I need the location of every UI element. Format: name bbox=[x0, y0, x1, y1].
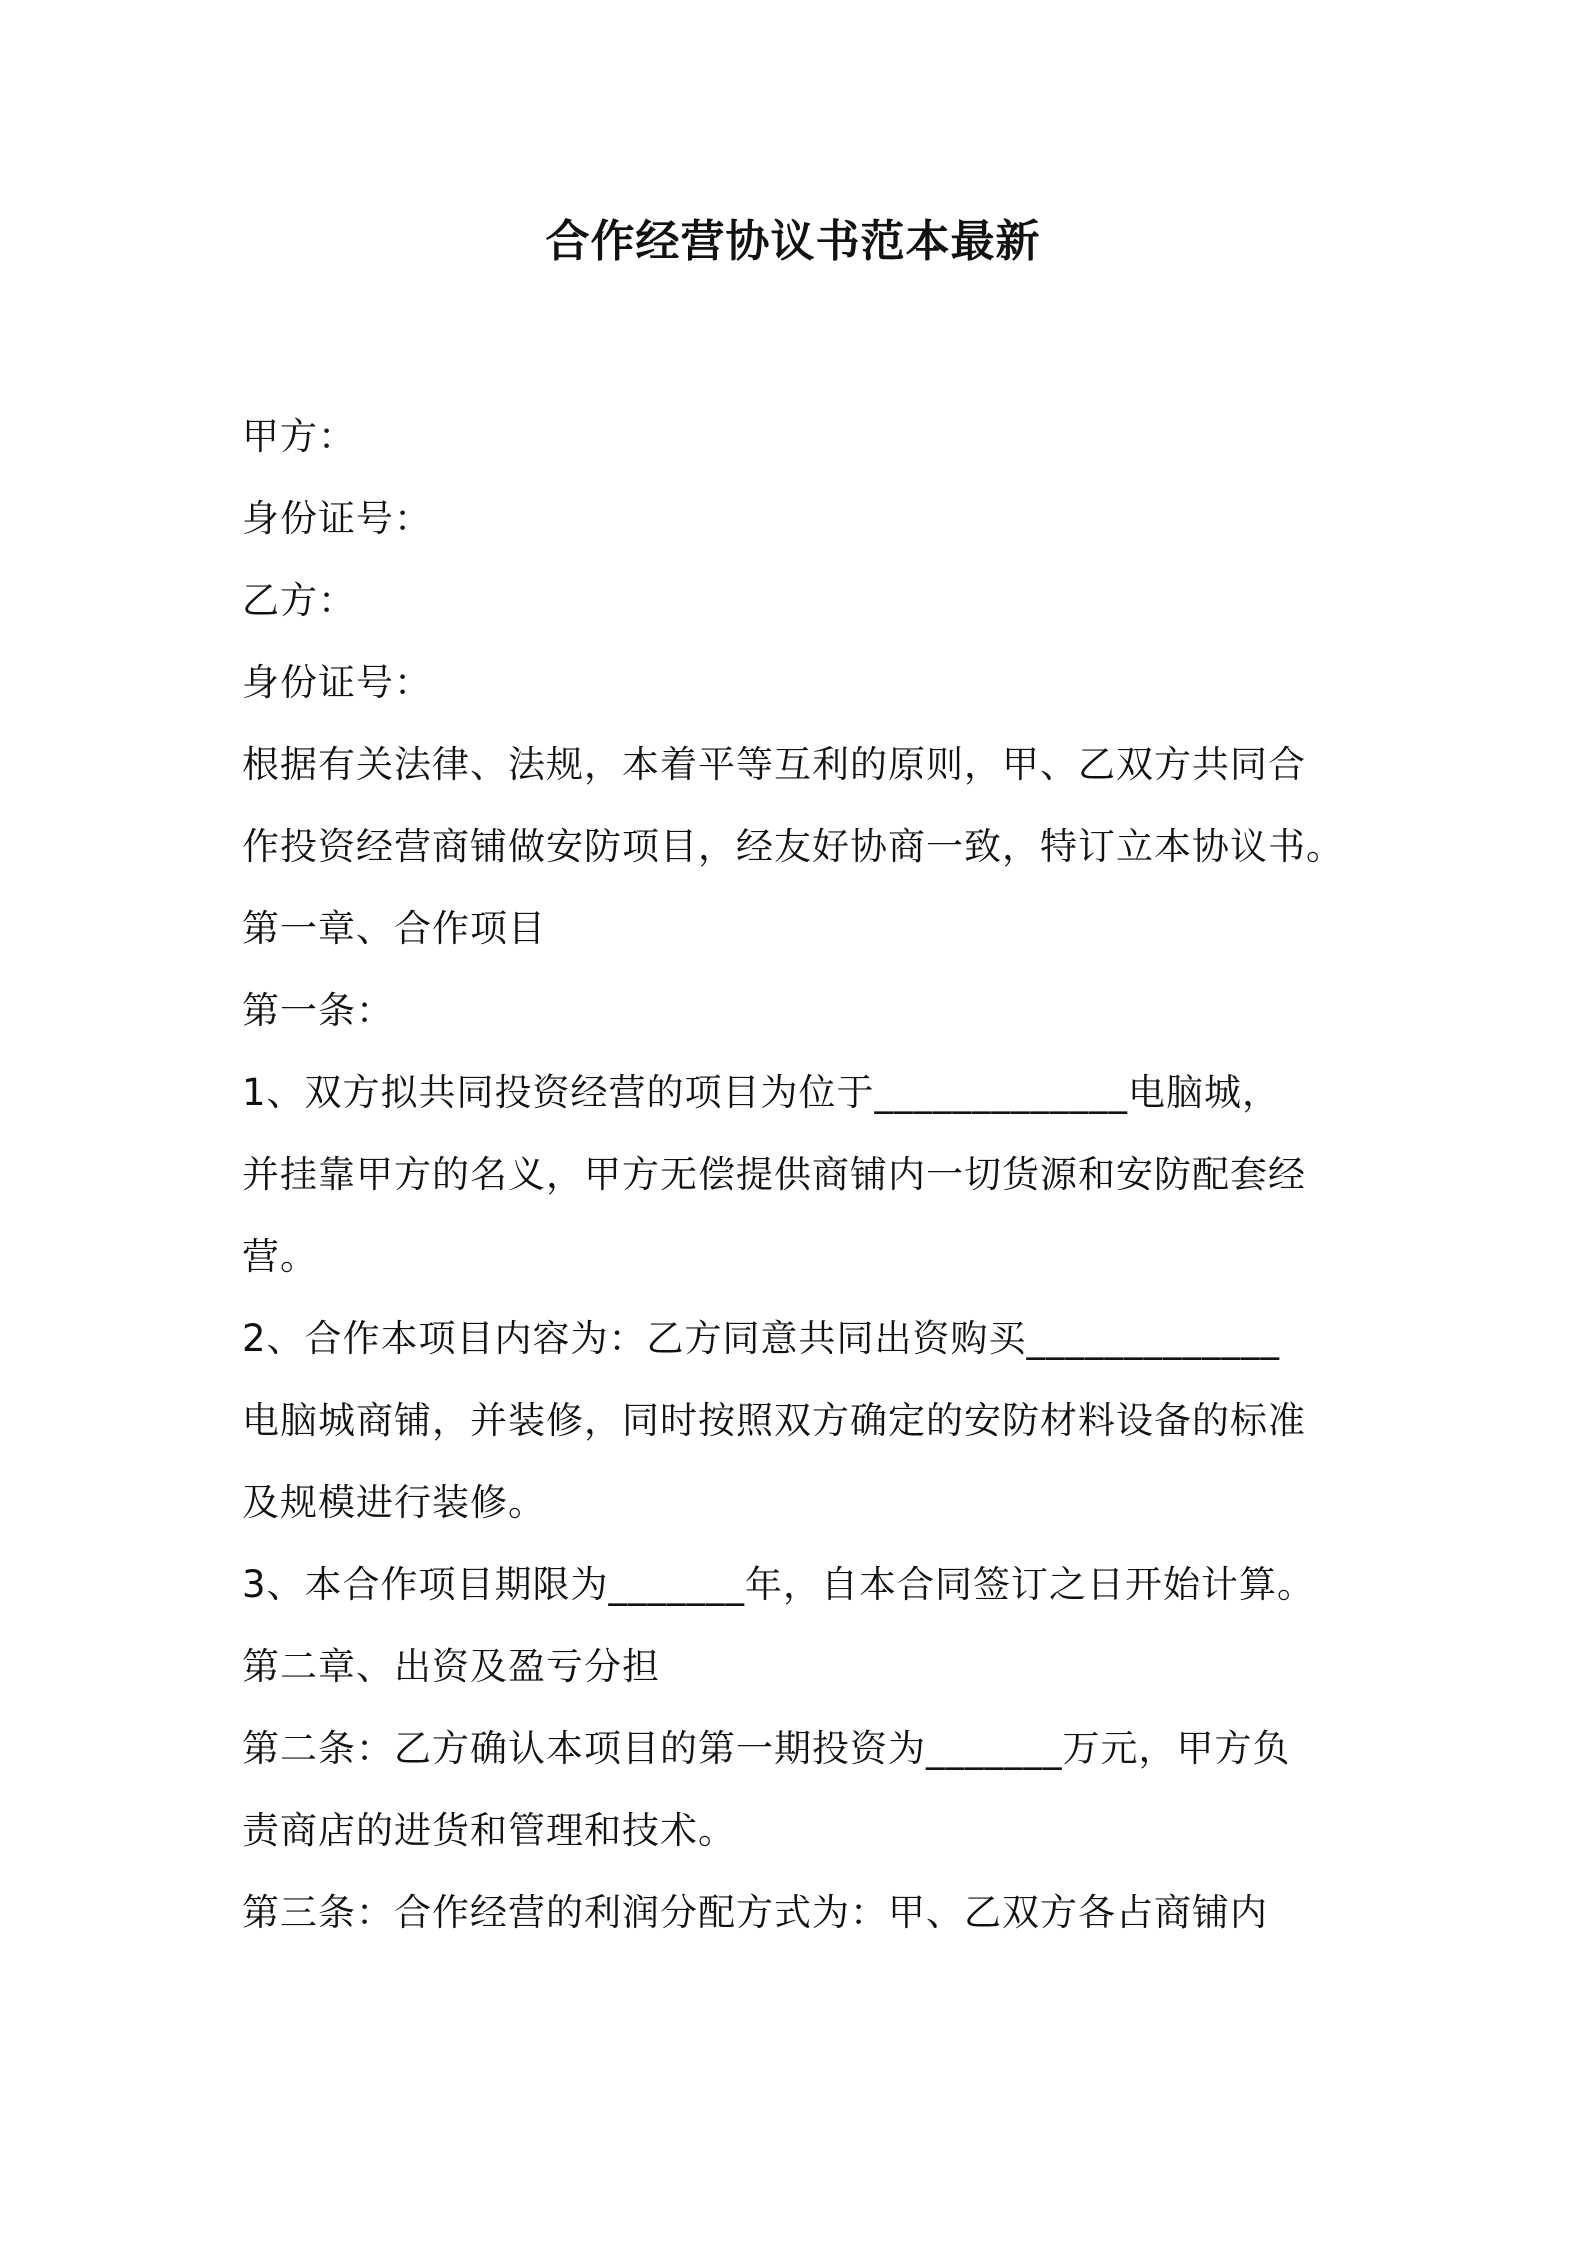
clause-2-line-1: 2、合作本项目内容为：乙方同意共同出资购买_____________ bbox=[242, 1317, 1281, 1360]
preamble-line-1: 根据有关法律、法规，本着平等互利的原则，甲、乙双方共同合 bbox=[242, 743, 1306, 786]
article-1-heading: 第一条： bbox=[242, 989, 394, 1032]
clause-1-line-3: 营。 bbox=[242, 1235, 318, 1278]
clause-2-line-3: 及规模进行装修。 bbox=[242, 1481, 546, 1524]
article-3-line-1: 第三条：合作经营的利润分配方式为：甲、乙双方各占商铺内 bbox=[242, 1891, 1268, 1934]
party-b-label: 乙方： bbox=[242, 579, 356, 622]
chapter-2-heading: 第二章、出资及盈亏分担 bbox=[242, 1645, 660, 1688]
chapter-1-heading: 第一章、合作项目 bbox=[242, 907, 546, 950]
clause-2-line-2: 电脑城商铺，并装修，同时按照双方确定的安防材料设备的标准 bbox=[242, 1399, 1306, 1442]
document-title: 合作经营协议书范本最新 bbox=[545, 216, 1041, 267]
clause-1-line-1: 1、双方拟共同投资经营的项目为位于_____________电脑城， bbox=[242, 1071, 1281, 1114]
article-2-line-1: 第二条：乙方确认本项目的第一期投资为_______万元，甲方负 bbox=[242, 1727, 1291, 1770]
article-2-line-2: 责商店的进货和管理和技术。 bbox=[242, 1809, 736, 1852]
clause-1-line-2: 并挂靠甲方的名义，甲方无偿提供商铺内一切货源和安防配套经 bbox=[242, 1153, 1306, 1196]
party-b-id-label: 身份证号： bbox=[242, 661, 432, 704]
party-a-id-label: 身份证号： bbox=[242, 497, 432, 540]
party-a-label: 甲方： bbox=[242, 415, 356, 458]
clause-3-line-1: 3、本合作项目期限为_______年，自本合同签订之日开始计算。 bbox=[242, 1563, 1316, 1606]
preamble-line-2: 作投资经营商铺做安防项目，经友好协商一致，特订立本协议书。 bbox=[242, 825, 1344, 868]
